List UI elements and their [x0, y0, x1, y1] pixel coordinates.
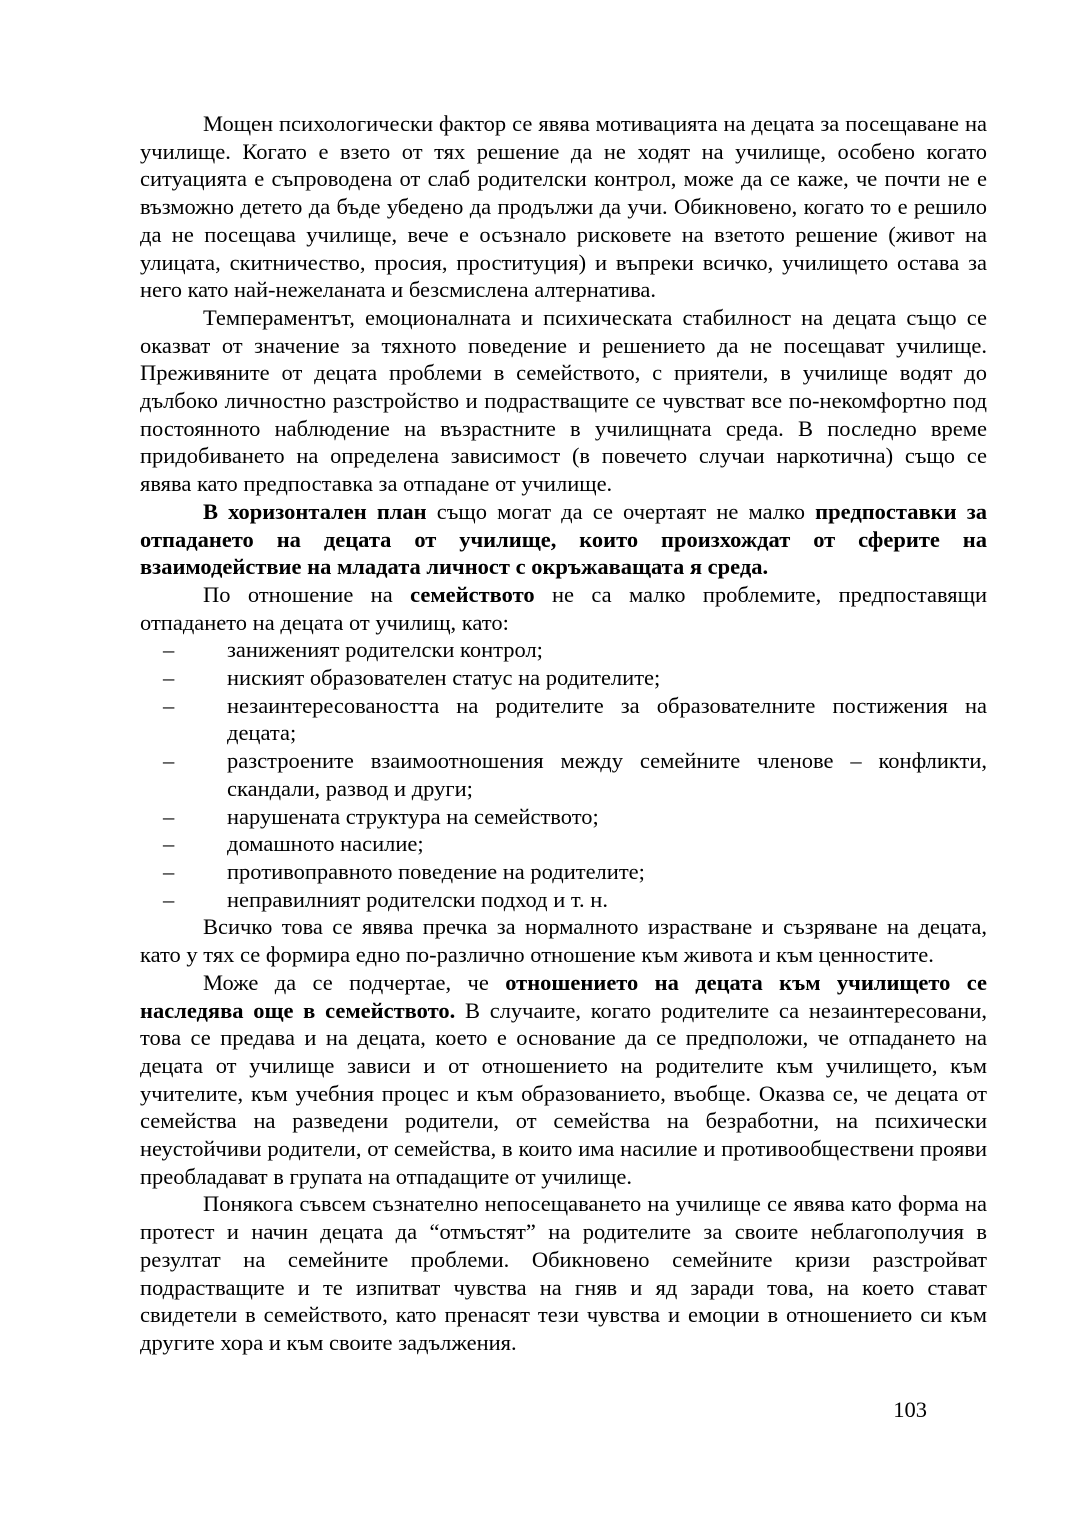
list-dash-marker: –	[163, 692, 175, 718]
paragraph-text: също могат да се очертаят не малко	[426, 498, 816, 524]
list-item-text: ниският образователен статус на родителите;	[227, 665, 661, 691]
list-item-text: незаинтересоваността на родителите за образователните постижения на децата;	[227, 692, 987, 746]
list-item-text: заниженият родителски контрол;	[227, 637, 543, 663]
paragraph-text: В случаите, когато родителите са незаинтересовани, това се предава и на децата, което е основание да се предположи, че отпадането на децата от училище зависи и от отношението на родителите към училището, към учителите, към учебния процес и към образованието, въобще. Оказва се, че децата от семейства на разведени родители, от семейства на безработни, на психически неустойчиви родители, от семейства, в които има насилие и противообществени прояви преобладават в групата на отпадащите от училище.	[140, 997, 987, 1189]
paragraph-bold-text: В хоризонтален план	[203, 498, 427, 524]
paragraph	[140, 581, 987, 636]
page-number: 103	[893, 1397, 927, 1422]
page-content	[140, 110, 987, 1357]
paragraph	[140, 304, 987, 498]
paragraph	[140, 969, 987, 1191]
paragraph-text: Всичко това се явява пречка за нормалното израстване и съзряване на децата, като у тях се формира едно по-различно отношение към живота и към ценностите.	[140, 914, 987, 968]
list-dash-marker: –	[163, 803, 175, 829]
paragraph	[140, 498, 987, 581]
list-item-text: домашното насилие;	[227, 831, 424, 857]
paragraph-bold-text: семейството	[410, 581, 535, 607]
paragraph	[140, 110, 987, 304]
list-dash-marker: –	[163, 858, 175, 884]
list-item	[140, 692, 987, 747]
list-item	[140, 664, 987, 692]
paragraph-text: Може да се подчертае, че	[203, 969, 506, 995]
list-item-text: разстроените взаимоотношения между семейните членове – конфликти, скандали, развод и други;	[227, 748, 987, 801]
list-item	[140, 886, 987, 914]
list-item-text: неправилният родителски подход и т. н.	[227, 886, 608, 912]
paragraph-text: По отношение на	[203, 581, 411, 607]
paragraph-text: Понякога съвсем съзнателно непосещаването на училище се явява като форма на протест и начин децата да “отмъстят” на родителите за своите неблагополучия в резултат на семейните проблеми. Обикновено семейните кризи разстройват подрастващите и те изпитват чувства на гняв и яд заради това, на което стават свидетели в семейството, като пренасят тези чувства и емоции в отношението си към другите хора и към своите задължения.	[140, 1191, 987, 1355]
paragraph-bold-text: отношението на децата към училището се наследява още в семейството.	[140, 969, 987, 1023]
list-dash-marker: –	[163, 637, 175, 663]
paragraph	[140, 913, 987, 968]
list-dash-marker: –	[163, 748, 175, 774]
list-item-text: противоправното поведение на родителите;	[227, 858, 645, 884]
list-item	[140, 803, 987, 831]
list-item	[140, 747, 987, 802]
list-dash-marker: –	[163, 886, 175, 912]
list-dash-marker: –	[163, 665, 175, 691]
list-item	[140, 858, 987, 886]
paragraph-bold-text: предпоставки за отпадането на децата от училище, които произхождат от сферите на взаимодействие на младата личност с окръжаващата я среда.	[140, 498, 987, 580]
list-item	[140, 636, 987, 664]
paragraph-text: Темпераментът, емоционалната и психическата стабилност на децата също се оказват от значение за тяхното поведение и решението да не посещават училище. Преживяните от децата проблеми в семейството, с приятели, в училище водят до дълбоко личностно разстройство и подрастващите се чувстват все по-некомфортно под постоянното наблюдение на възрастните в училищната среда. В последно време придобиването на определена зависимост (в повечето случаи наркотична) също се явява като предпоставка за отпадане от училище.	[140, 304, 987, 497]
paragraph	[140, 1190, 987, 1356]
list-item	[140, 830, 987, 858]
list-item-text: нарушената структура на семейството;	[227, 803, 599, 829]
paragraph-text: Мощен психологически фактор се явява мотивацията на децата за посещаване на училище. Когато е взето от тях решение да не ходят на училище, особено когато ситуацията е съпроводена от слаб родителски контрол, може да се каже, че почти не е възможно детето да бъде убедено да продължи да учи. Обикновено, когато то е решило да не посещава училище, вече е осъзнало рисковете на взетото решение (живот на улицата, скитничество, просия, проституция) и въпреки всичко, училището остава за него като най-нежеланата и безсмислена алтернатива.	[140, 111, 987, 303]
list-dash-marker: –	[163, 831, 175, 857]
paragraph-text: не са малко проблемите, предпоставящи отпадането на децата от училищ, като:	[140, 581, 987, 635]
